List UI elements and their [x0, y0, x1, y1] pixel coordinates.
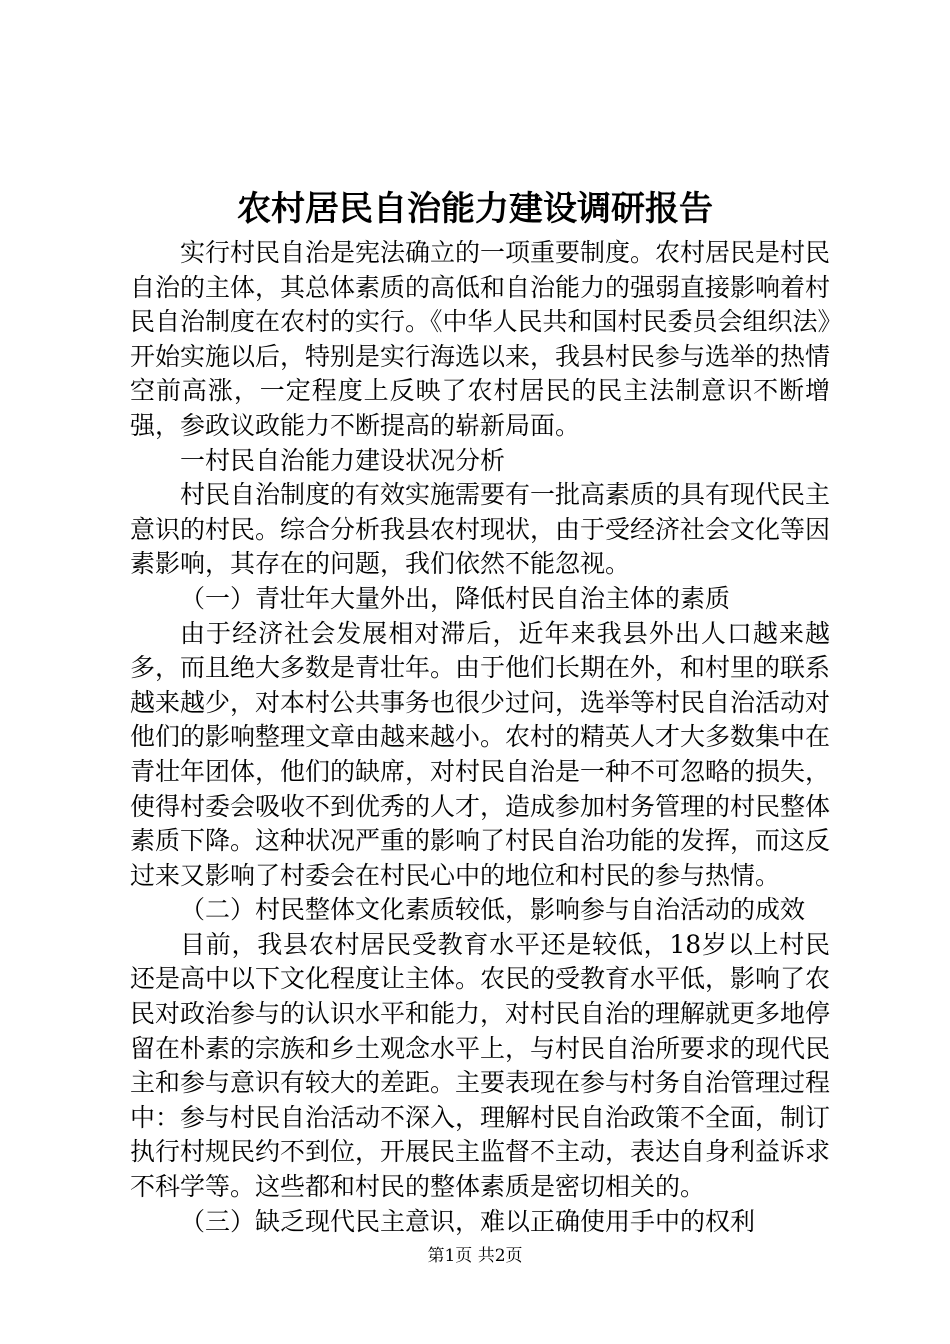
- subsection-heading-1: （一）青壮年大量外出，降低村民自治主体的素质: [180, 583, 731, 613]
- page-number-footer: 第1页 共2页: [427, 1246, 523, 1266]
- subsection-heading-3: （三）缺乏现代民主意识，难以正确使用手中的权利: [180, 1206, 756, 1236]
- subsection-heading-2: （二）村民整体文化素质较低，影响参与自治活动的成效: [180, 895, 806, 925]
- paragraph-overview: 村民自治制度的有效实施需要有一批高素质的具有现代民主意识的村民。综合分析我县农村现状，由于受经济社会文化等因素影响，其存在的问题，我们依然不能忽视。: [130, 480, 831, 579]
- document-body: [130, 236, 830, 1239]
- section-heading-1: 一村民自治能力建设状况分析: [180, 445, 506, 475]
- paragraph-subsection-2: 目前，我县农村居民受教育水平还是较低，18岁以上村民还是高中以下文化程度让主体。农民的受教育水平低，影响了农民对政治参与的认识水平和能力，对村民自治的理解就更多地停留在朴素的宗族和乡土观念水平上，与村民自治所要求的现代民主和参与意识有较大的差距。主要表现在参与村务自治管理过程中：参与村民自治活动不深入，理解村民自治政策不全面，制订执行村规民约不到位，开展民主监督不主动，表达自身利益诉求不科学等。这些都和村民的整体素质是密切相关的。: [130, 929, 831, 1202]
- document-title: 农村居民自治能力建设调研报告: [237, 189, 713, 229]
- paragraph-subsection-1: 由于经济社会发展相对滞后，近年来我县外出人口越来越多，而且绝大多数是青壮年。由于他们长期在外，和村里的联系越来越少，对本村公共事务也很少过问，选举等村民自治活动对他们的影响整理文章由越来越小。农村的精英人才大多数集中在青壮年团体，他们的缺席，对村民自治是一种不可忽略的损失，使得村委会吸收不到优秀的人才，造成参加村务管理的村民整体素质下降。这种状况严重的影响了村民自治功能的发挥，而这反过来又影响了村委会在村民心中的地位和村民的参与热情。: [130, 618, 831, 890]
- paragraph-intro: 实行村民自治是宪法确立的一项重要制度。农村居民是村民自治的主体，其总体素质的高低和自治能力的强弱直接影响着村民自治制度在农村的实行。《中华人民共和国村民委员会组织法》开始实施以后，特别是实行海选以来，我县村民参与选举的热情空前高涨，一定程度上反映了农村居民的民主法制意识不断增强，参政议政能力不断提高的崭新局面。: [130, 238, 831, 440]
